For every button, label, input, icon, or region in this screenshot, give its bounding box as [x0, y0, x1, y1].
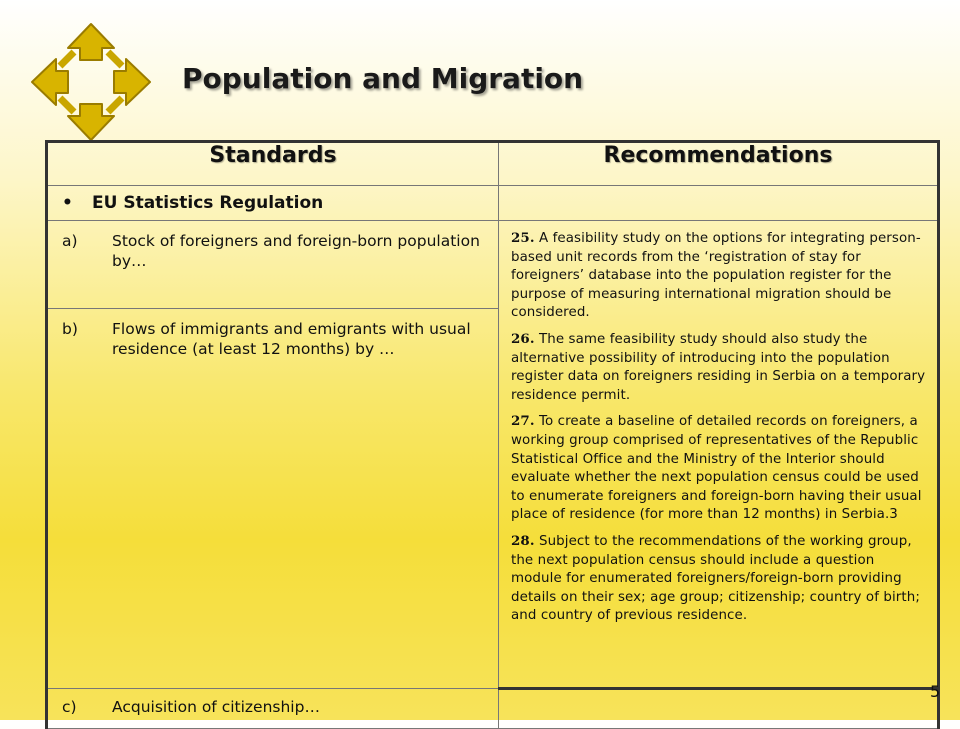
- four-arrows-logo-icon: [30, 22, 152, 142]
- empty-cell: [499, 186, 939, 221]
- recommendation-25: 25. A feasibility study on the options for integrating person-based unit records from the ‘registration of stay for foreigners’ database into the population register for the purpose of measuring international migration should be considered.: [511, 230, 921, 321]
- standards-header: Standards: [47, 142, 499, 186]
- recommendations-header: Recommendations: [499, 142, 939, 186]
- table-row: [47, 689, 939, 729]
- bullet-cell: [47, 186, 499, 221]
- standard-cell-c: [47, 689, 499, 729]
- standard-cell-b: [47, 309, 499, 689]
- item-text: Stock of foreigners and foreign-born population by…: [112, 232, 480, 270]
- standard-cell-a: [47, 221, 499, 309]
- recommendations-cell: [499, 221, 939, 689]
- item-text: Acquisition of citizenship…: [112, 698, 320, 716]
- table-row: [47, 186, 939, 221]
- item-label: b): [62, 320, 78, 338]
- recommendation-28: 28. Subject to the recommendations of the working group, the next population census should include a question module for enumerated foreigners/foreign-born providing details on their sex; age group; citizenship; country of birth; and country of previous residence.: [511, 532, 920, 624]
- item-label: c): [62, 698, 77, 716]
- page-number: 5: [930, 682, 941, 701]
- table-header-row: [47, 142, 939, 186]
- standards-recommendations-table: [45, 140, 940, 729]
- recommendation-27: 27. To create a baseline of detailed records on foreigners, a working group comprised of representatives of the Republic Statistical Office and the Ministry of the Interior should evaluate whether the next population census could be used to enumerate foreigners and foreign-born having their usual place of residence (for more than 12 months) in Serbia.3: [511, 413, 922, 523]
- item-label: a): [62, 232, 78, 250]
- bullet-dot-icon: •: [62, 193, 73, 213]
- slide-title: Population and Migration: [182, 62, 584, 95]
- bullet-text: EU Statistics Regulation: [92, 193, 324, 213]
- empty-cell: [499, 689, 939, 729]
- item-text: Flows of immigrants and emigrants with usual residence (at least 12 months) by …: [112, 320, 471, 358]
- recommendation-26: 26. The same feasibility study should also study the alternative possibility of introducing into the population register data on foreigners residing in Serbia on a temporary residence permit.: [511, 330, 926, 403]
- table-row: [47, 221, 939, 309]
